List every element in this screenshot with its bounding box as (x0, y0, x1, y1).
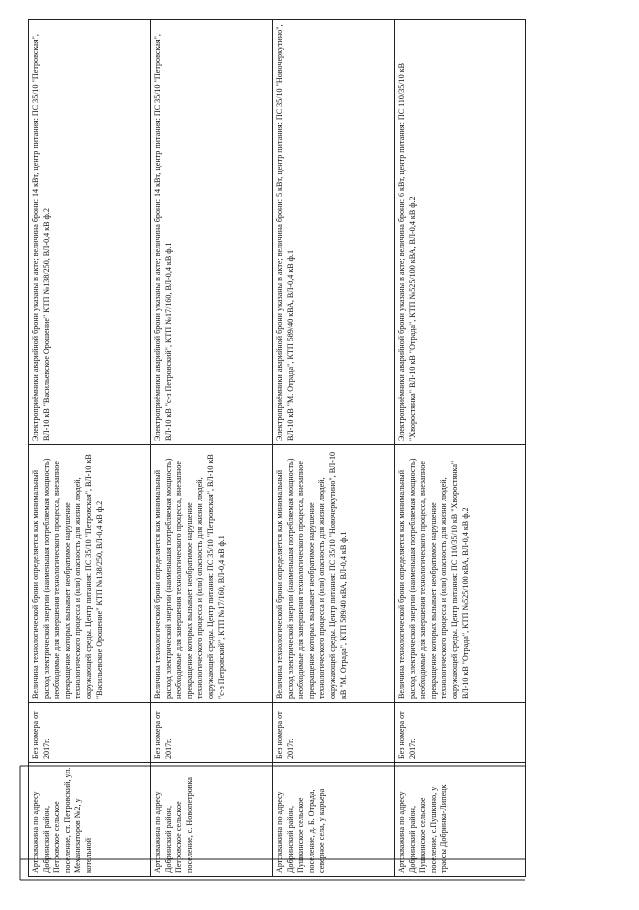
number-cell: Без номера от 2017г. (29, 703, 151, 763)
address-cell: Артскважина по адресу Добринский район, Пушкинское сельское поселение, с.Пушкино, у трассы Добринка-Липецк (395, 763, 526, 877)
number-cell: Без номера от 2017г. (395, 703, 526, 763)
address-cell: Артскважина по адресу Добринский район, Петровское сельское поселение, с. Новопетровка (151, 763, 273, 877)
emergency-reserve-cell: Электроприёмники аварийной брони указаны в акте; величина брони: 5 кВт, центр питания: ПС 35/10 "Новочеркутино", ВЛ-10 кВ "М. Отрада", КТП 589/40 кВА, ВЛ-0,4 кВ ф.1 (273, 20, 395, 445)
emergency-reserve-cell: Электроприёмники аварийной брони указаны в акте; величина брони: 14 кВт, центр питания: ПС 35/10 "Петровская", ВЛ-10 кВ "с-з Петровский", КТП №17/160, ВЛ-0,4 кВ ф.1 (151, 20, 273, 445)
tech-reserve-cell: Величина технологической брони определяется как минимальный расход электрической энергии (наименьшая потребляемая мощность) необходимые для завершения технологического процесса, внезапное прекращение которых вызывает необратимое нарушение технологического процесса и (или) опасность для жизни людей, окружающей среды. Центр питания: ПС 110/35/10 кВ "Хворостянка" ВЛ-10 кВ "Отрада", КТП №525/100 кВА, ВЛ-0,4 кВ ф.2 (395, 445, 526, 703)
rotated-page (28, 20, 525, 877)
tech-reserve-cell: Величина технологической брони определяется как минимальный расход электрической энергии (наименьшая потребляемая мощность) необходимые для завершения технологического процесса, внезапное прекращение которых вызывает необратимое нарушение технологического процесса и (или) опасность для жизни людей, окружающей среды. Центр питания: ПС 35/10 "Новочеркутино", ВЛ-10 кВ "М. Отрада", КТП 589/40 кВА, ВЛ-0,4 кВ ф.1 (273, 445, 395, 703)
address-cell: Артскважина по адресу Добринский район, Пушкинское сельское поселение, д. Б. Отрада, северное села, у карьера (273, 763, 395, 877)
table-row (151, 20, 273, 877)
emergency-reserve-cell: Электроприёмники аварийной брони указаны в акте; величина брони: 6 кВт, центр питания: ПС 110/35/10 кВ "Хворостянка" ВЛ-10 кВ "Отрада", КТП №525/100 кВА, ВЛ-0,4 кВ ф.2 (395, 20, 526, 445)
tech-reserve-cell: Величина технологической брони определяется как минимальный расход электрической энергии (наименьшая потребляемая мощность) необходимые для завершения технологического процесса, внезапное прекращение которых вызывает необратимое нарушение технологического процесса и (или) опасность для жизни людей, окружающей среды. Центр питания: ПС 35/10 "Петровская", ВЛ-10 кВ "Васильевское Орошение" КТП №138/250, ВЛ-0,4 кВ ф.2 (29, 445, 151, 703)
table-row (29, 20, 151, 877)
emergency-reserve-cell: Электроприёмники аварийной брони указаны в акте; величина брони: 14 кВт, центр питания: ПС 35/10 "Петровская", ВЛ-10 кВ "Васильевское Орошение" КТП №138/250, ВЛ-0,4 кВ ф.2 (29, 20, 151, 445)
number-cell: Без номера от 2017г. (151, 703, 273, 763)
address-cell: Артскважина по адресу Добринский район, Петровское сельское поселение, ст. Петровский, ул. Механизаторов №2, у котельной (29, 763, 151, 877)
tech-reserve-cell: Величина технологической брони определяется как минимальный расход электрической энергии (наименьшая потребляемая мощность) необходимые для завершения технологического процесса, внезапное прекращение которых вызывает необратимое нарушение технологического процесса и (или) опасность для жизни людей, окружающей среды. Центр питания: ПС 35/10 "Петровская", ВЛ-10 кВ "с-з Петровский", КТП №17/160, ВЛ-0,4 кВ ф.1 (151, 445, 273, 703)
table-row (273, 20, 395, 877)
number-cell: Без номера от 2017г. (273, 703, 395, 763)
reserve-table (28, 19, 526, 877)
table-row (395, 20, 526, 877)
